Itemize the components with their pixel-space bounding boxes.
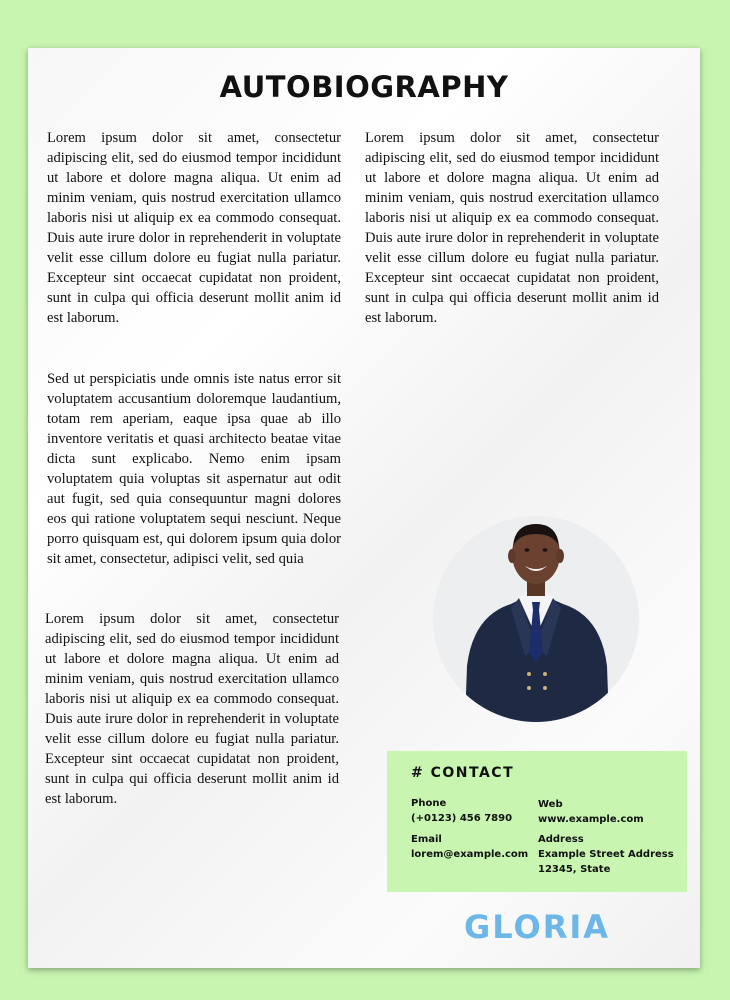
address-label: Address <box>538 834 584 845</box>
address-line-1: Example Street Address <box>538 849 674 860</box>
email-label: Email <box>411 834 442 845</box>
body-paragraph-4: Lorem ipsum dolor sit amet, consectetur adipiscing elit, sed do eiusmod tempor incididunt ut labore et dolore magna aliqua. Ut enim ad minim veniam, quis nostrud exercitation ullamco laboris nisi ut aliquip ex ea commodo consequat. Duis aute irure dolor in reprehenderit in voluptate velit esse cillum dolore eu fugiat nulla pariatur. Excepteur sint occaecat cupidatat non proident, sunt in culpa qui officia deserunt mollit anim id est laborum. <box>365 130 659 326</box>
address-line-2: 12345, State <box>538 864 611 875</box>
email-value: lorem@example.com <box>411 849 529 860</box>
phone-value: (+0123) 456 7890 <box>411 813 513 824</box>
person-name: GLORIA <box>463 908 611 946</box>
phone-label: Phone <box>411 798 447 809</box>
body-paragraph-1: Lorem ipsum dolor sit amet, consectetur adipiscing elit, sed do eiusmod tempor incididunt ut labore et dolore magna aliqua. Ut enim ad minim veniam, quis nostrud exercitation ullamco laboris nisi ut aliquip ex ea commodo consequat. Duis aute irure dolor in reprehenderit in voluptate velit esse cillum dolore eu fugiat nulla pariatur. Excepteur sint occaecat cupidatat non proident, sunt in culpa qui officia deserunt mollit anim id est laborum. <box>47 130 341 326</box>
profile-photo <box>433 516 639 722</box>
web-label: Web <box>538 799 563 810</box>
body-paragraph-2: Sed ut perspiciatis unde omnis iste natus error sit voluptatem accusantium doloremque laudantium, totam rem aperiam, eaque ipsa quae ab illo inventore veritatis et quasi architecto beatae vitae dicta sunt explicabo. Nemo enim ipsam voluptatem quia voluptas sit aspernatur aut odit aut fugit, sed quia consequuntur magni dolores eos qui ratione voluptatem sequi nesciunt. Neque porro quisquam est, qui dolorem ipsum quia dolor sit amet, consectetur, adipisci velit, sed quia <box>47 371 341 567</box>
contact-box <box>387 751 687 892</box>
contact-heading: # CONTACT <box>411 765 515 781</box>
page-title: AUTOBIOGRAPHY <box>219 70 509 104</box>
body-paragraph-3: Lorem ipsum dolor sit amet, consectetur adipiscing elit, sed do eiusmod tempor incididunt ut labore et dolore magna aliqua. Ut enim ad minim veniam, quis nostrud exercitation ullamco laboris nisi ut aliquip ex ea commodo consequat. Duis aute irure dolor in reprehenderit in voluptate velit esse cillum dolore eu fugiat nulla pariatur. Excepteur sint occaecat cupidatat non proident, sunt in culpa qui officia deserunt mollit anim id est laborum. <box>45 611 339 807</box>
web-value: www.example.com <box>538 814 644 825</box>
person-portrait-icon <box>433 516 639 722</box>
document-page <box>28 48 700 968</box>
